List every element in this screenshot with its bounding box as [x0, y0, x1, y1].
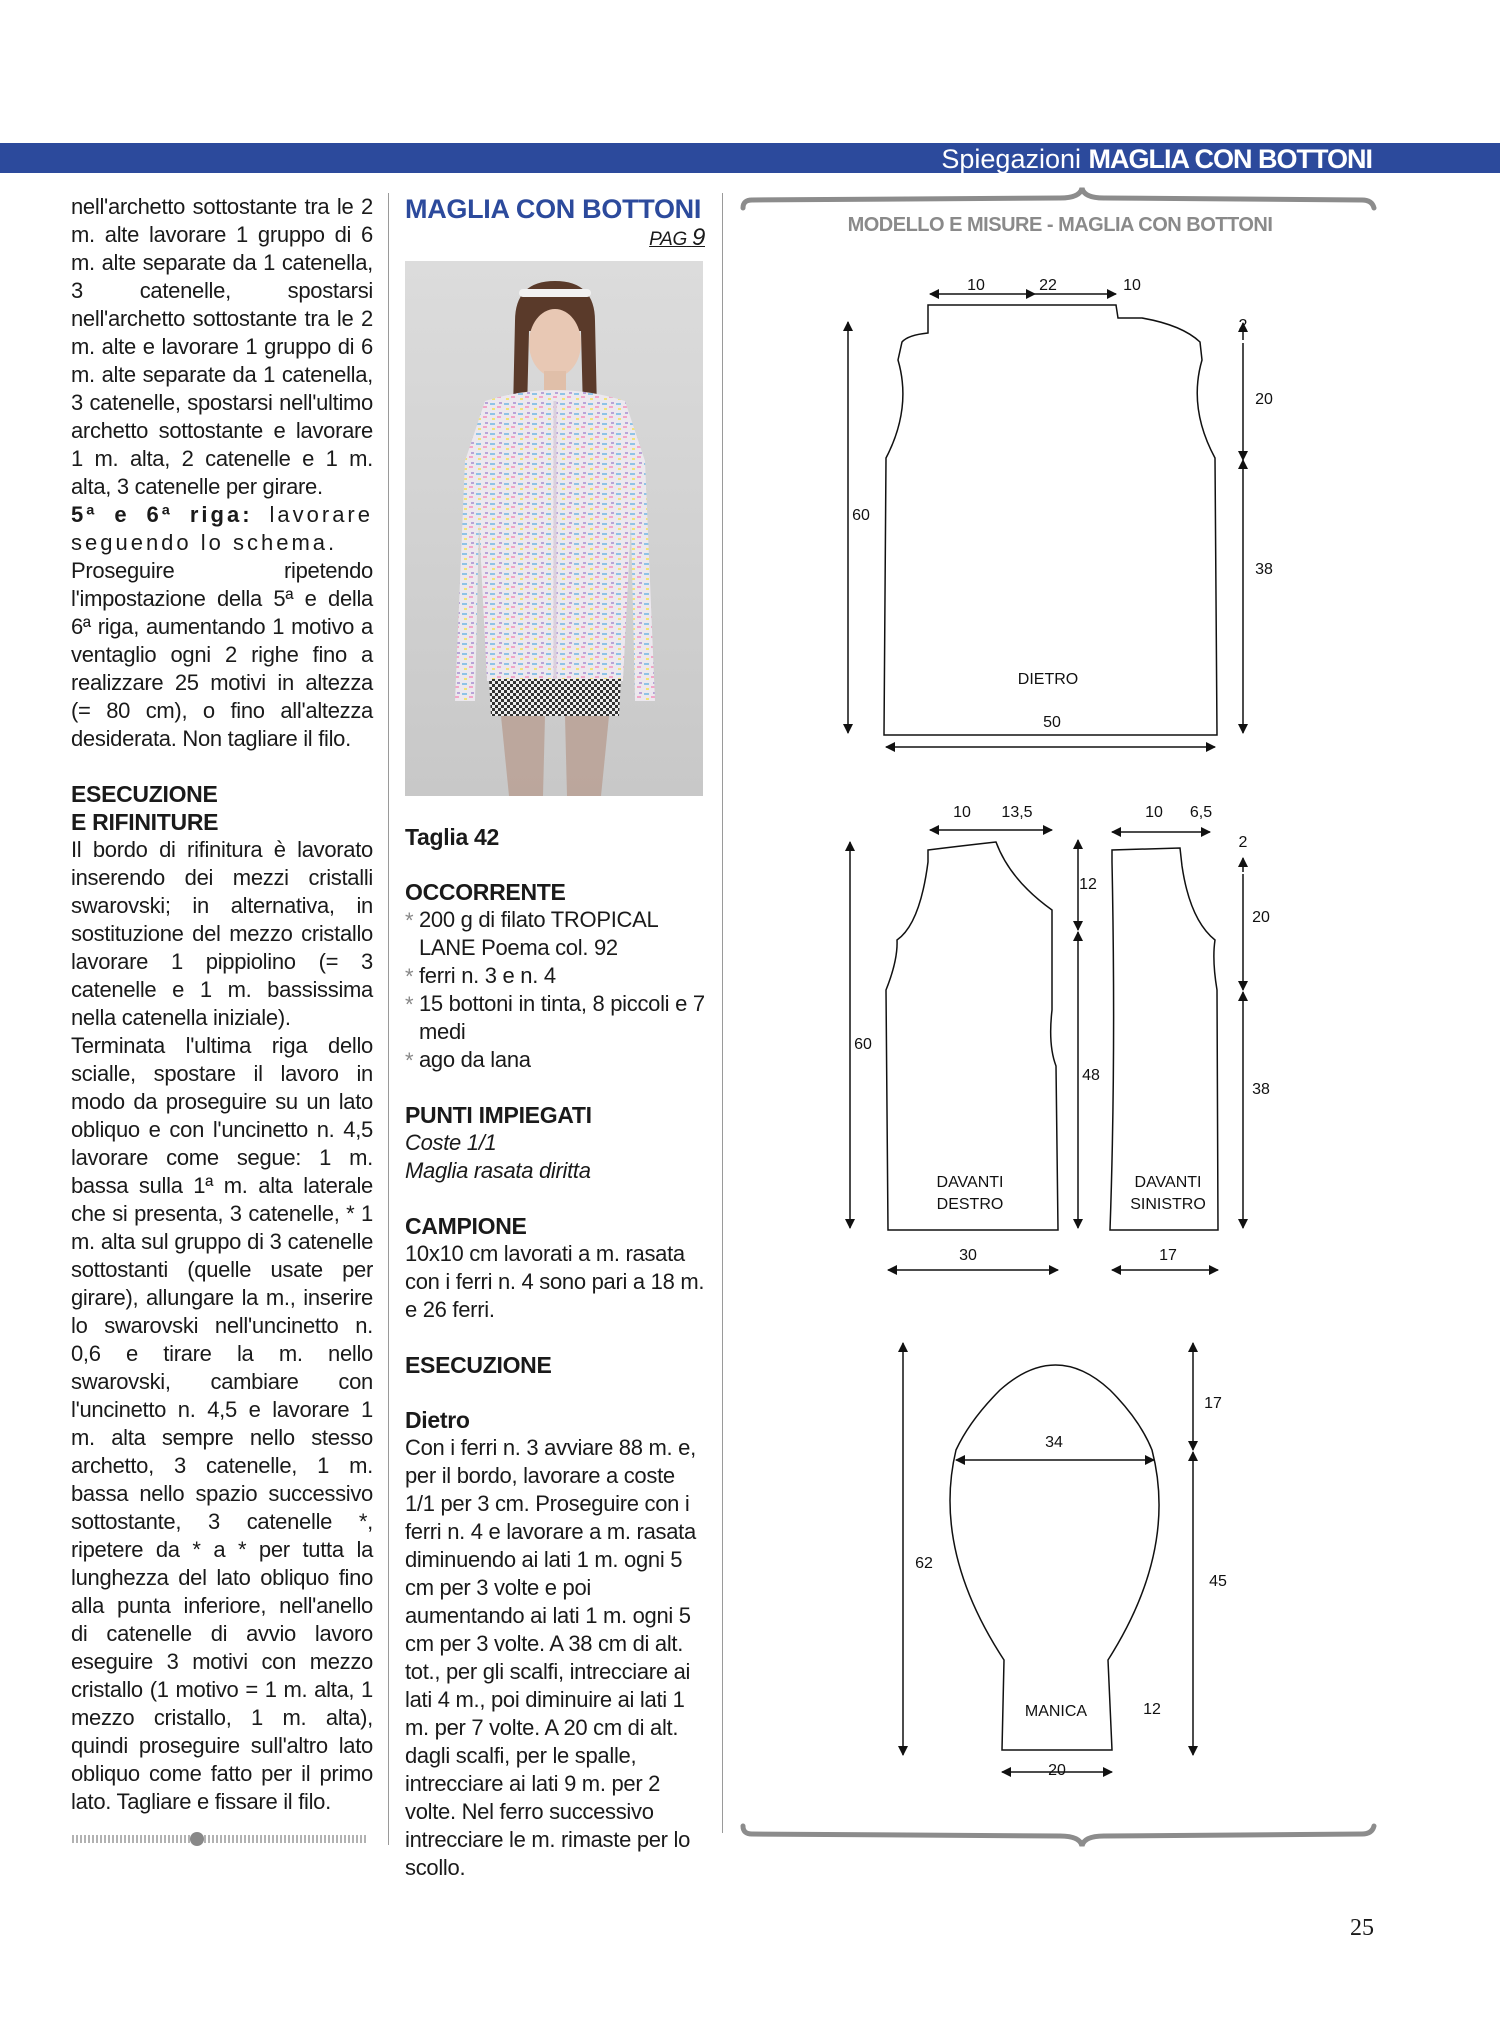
paragraph: Il bordo di rifinitura è lavorato inserendo dei mezzi cristalli swarovski; in alternativa, in sostituzione del mezzo cristallo lavorare 1 pippiolino (= 3 catenelle e 1 m. bassissima nella catenella iniziale). — [71, 837, 373, 1030]
back-top-right: 10 — [1123, 277, 1141, 294]
back-r2: 20 — [1255, 391, 1273, 408]
paragraph: Terminata l'ultima riga dello scialle, spostare il lavoro in modo da proseguire su un lato obliquo e con l'uncinetto n. 4,5 lavorare come segue: 1 m. bassa sulla 1ª m. alta laterale che si presenta, 3 catenelle, * 1 m. alta sul gruppo di 3 catenelle sottostanti (quelle usate per girare), allungare la m., inserire lo swarovski nell'uncinetto n. 0,6 e tirare la m. nello swarovski, cambiare con l'uncinetto n. 4,5 e lavorare 1 m. alta sempre nello stesso archetto, 3 catenelle, 1 m. bassa nello spazio successivo sottostante, 3 catenelle *, ripetere da * a * per tutta la lunghezza del lato obliquo fino alla punta inferiore, nell'anello di catenelle di avvio lavoro eseguire 3 motivi con mezzo cristallo (1 motivo = 1 m. alta, 1 mezzo cristallo, 1 m. alta), quindi proseguire sull'altro lato obliquo come fatto per il primo lato. Tagliare e fissare il filo. — [71, 1033, 373, 1814]
heading-gauge: CAMPIONE — [405, 1213, 527, 1239]
stitch-item: Coste 1/1 — [405, 1130, 497, 1155]
fr-side: 48 — [1082, 1067, 1100, 1084]
section-label: Spiegazioni — [941, 144, 1081, 174]
row-text: lavorare seguendo lo schema. — [71, 502, 373, 555]
sl-side: 45 — [1209, 1573, 1227, 1590]
stitch-item: Maglia rasata diritta — [405, 1158, 591, 1183]
frame-brace-bottom — [743, 1826, 1374, 1846]
fr-neck: 12 — [1079, 876, 1097, 893]
heading-execution: ESECUZIONE — [71, 781, 218, 807]
heading-materials: OCCORRENTE — [405, 879, 566, 905]
list-item: * 200 g di filato TROPICAL LANE Poema col. 92 — [405, 906, 705, 962]
frame-brace-top — [743, 188, 1374, 208]
diagram-title: MODELLO E MISURE - MAGLIA CON BOTTONI — [847, 214, 1273, 236]
back-top-left: 10 — [967, 277, 985, 294]
fl-label-1: DAVANTI — [1134, 1174, 1202, 1191]
section-title: MAGLIA CON BOTTONI — [1088, 144, 1372, 174]
heading-instructions: ESECUZIONE — [405, 1352, 552, 1378]
sl-label: MANICA — [1024, 1703, 1088, 1720]
page-reference-number: 9 — [691, 224, 705, 251]
heading-back: Dietro — [405, 1407, 470, 1433]
back-top-mid: 22 — [1039, 277, 1057, 294]
fr-label-2: DESTRO — [936, 1196, 1004, 1213]
front-right-outline — [886, 842, 1058, 1230]
fl-top-a: 10 — [1145, 804, 1163, 821]
back-width: 50 — [1043, 714, 1061, 731]
heading-finishing: E RIFINITURE — [71, 809, 219, 835]
fr-width: 30 — [959, 1247, 977, 1264]
sl-bottom: 20 — [1048, 1762, 1066, 1779]
heading-stitches: PUNTI IMPIEGATI — [405, 1102, 592, 1128]
page-reference-label: PAG — [649, 229, 687, 250]
front-left-outline — [1110, 848, 1218, 1230]
paragraph: Con i ferri n. 3 avviare 88 m. e, per il bordo, lavorare a coste 1/1 per 3 cm. Proseguire con i ferri n. 4 e lavorare a m. rasata diminuendo ai lati 1 m. ogni 5 cm per 3 volte e poi aumentando ai lati 1 m. ogni 5 cm per 3 volte. A 38 cm di alt. tot., per gli scalfi, intrecciare ai lati 4 m., poi diminuire ai lati 1 m. per 7 volte. A 20 cm di alt. dagli scalfi, per le spalle, intrecciare ai lati 9 m. per 2 volte. Nel ferro successivo intrecciare le m. rimaste per lo scollo. — [405, 1435, 696, 1880]
sl-width: 34 — [1045, 1434, 1063, 1451]
page-number: 25 — [1350, 1915, 1374, 1941]
fr-top-b: 13,5 — [1001, 804, 1033, 821]
size-heading: Taglia 42 — [405, 824, 500, 850]
sleeve-outline — [950, 1365, 1159, 1750]
fl-label-2: SINISTRO — [1130, 1196, 1206, 1213]
back-r1: 2 — [1238, 317, 1248, 334]
pattern-title: MAGLIA CON BOTTONI — [405, 194, 702, 224]
paragraph: nell'archetto sottostante tra le 2 m. alte lavorare 1 gruppo di 6 m. alte separate da 1 catenella, 3 catenelle, spostarsi nell'archetto sottostante tra le 2 m. alte e lavorare 1 gruppo di 6 m. alte separate da 1 catenella, 3 catenelle, spostarsi nell'ultimo archetto sottostante e lavorare 1 m. alta, 2 catenelle e 1 m. alta, 3 catenelle per girare. — [71, 194, 373, 499]
fl-top-b: 6,5 — [1189, 804, 1213, 821]
list-item: * ago da lana — [405, 1046, 705, 1074]
paragraph: 10x10 cm lavorati a m. rasata con i ferri n. 4 sono pari a 18 m. e 26 ferri. — [405, 1241, 705, 1322]
row-label: 5ª e 6ª riga: — [71, 502, 253, 527]
list-item: * 15 bottoni in tinta, 8 piccoli e 7 medi — [405, 990, 705, 1046]
back-label: DIETRO — [1017, 671, 1079, 688]
sl-cap: 17 — [1204, 1395, 1222, 1412]
fr-height: 60 — [854, 1036, 872, 1053]
list-item: * ferri n. 3 e n. 4 — [405, 962, 705, 990]
fl-r1: 2 — [1238, 834, 1248, 851]
sl-height: 62 — [915, 1555, 933, 1572]
fl-r3: 38 — [1252, 1081, 1270, 1098]
back-r3: 38 — [1255, 561, 1273, 578]
fl-width: 17 — [1159, 1247, 1177, 1264]
fr-label-1: DAVANTI — [936, 1174, 1004, 1191]
fr-top-a: 10 — [953, 804, 971, 821]
sl-cuff: 12 — [1143, 1701, 1161, 1718]
paragraph: Proseguire ripetendo l'impostazione della 5ª e della 6ª riga, aumentando 1 motivo a ventaglio ogni 2 righe fino a realizzare 25 motivi in altezza (= 80 cm), o fino all'altezza desiderata. Non tagliare il filo. — [71, 558, 373, 751]
fl-r2: 20 — [1252, 909, 1270, 926]
back-height: 60 — [852, 507, 870, 524]
